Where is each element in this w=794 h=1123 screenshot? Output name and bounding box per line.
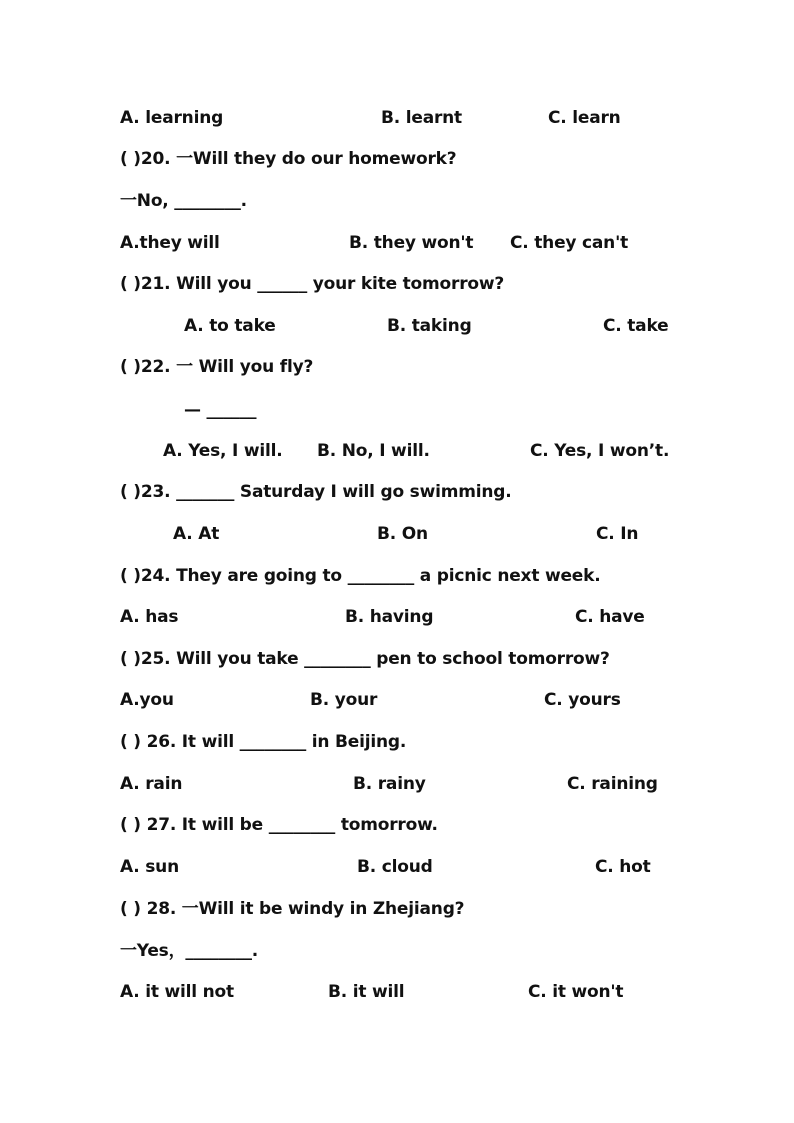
- option-a: A. has: [120, 607, 179, 627]
- option-b: B. they won't: [349, 233, 474, 253]
- question-22: ( )22. 一 Will you fly?: [120, 357, 314, 377]
- option-c: C. Yes, I won’t.: [530, 441, 670, 461]
- answer-line-22: — ______: [184, 400, 257, 420]
- question-26: ( ) 26. It will ________ in Beijing.: [120, 732, 407, 752]
- answer-line-28: 一Yes，________.: [120, 941, 259, 961]
- option-c: C. raining: [567, 774, 658, 794]
- question-23: ( )23. _______ Saturday I will go swimming.: [120, 482, 512, 502]
- answer-line-20: 一No, ________.: [120, 191, 247, 211]
- option-a: A.you: [120, 690, 174, 710]
- question-28: ( ) 28. 一Will it be windy in Zhejiang?: [120, 899, 465, 919]
- option-c: C. have: [575, 607, 645, 627]
- option-a: A. rain: [120, 774, 183, 794]
- option-a: A. Yes, I will.: [163, 441, 283, 461]
- question-20: ( )20. 一Will they do our homework?: [120, 149, 457, 169]
- option-c: C. yours: [544, 690, 621, 710]
- option-b: B. rainy: [353, 774, 426, 794]
- option-a: A. to take: [184, 316, 276, 336]
- option-c: C. hot: [595, 857, 651, 877]
- option-a: A. sun: [120, 857, 179, 877]
- option-a: A. it will not: [120, 982, 234, 1002]
- option-a: A. learning: [120, 108, 224, 128]
- option-c: C. take: [603, 316, 669, 336]
- option-a: A.they will: [120, 233, 220, 253]
- option-c: C. learn: [548, 108, 621, 128]
- option-b: B. learnt: [381, 108, 462, 128]
- option-c: C. In: [596, 524, 639, 544]
- option-a: A. At: [173, 524, 220, 544]
- option-c: C. they can't: [510, 233, 628, 253]
- question-27: ( ) 27. It will be ________ tomorrow.: [120, 815, 438, 835]
- option-b: B. On: [377, 524, 428, 544]
- question-21: ( )21. Will you ______ your kite tomorrow?: [120, 274, 505, 294]
- option-b: B. taking: [387, 316, 472, 336]
- question-24: ( )24. They are going to ________ a picnic next week.: [120, 566, 601, 586]
- question-25: ( )25. Will you take ________ pen to school tomorrow?: [120, 649, 610, 669]
- option-b: B. your: [310, 690, 378, 710]
- option-c: C. it won't: [528, 982, 624, 1002]
- option-b: B. No, I will.: [317, 441, 430, 461]
- option-b: B. it will: [328, 982, 405, 1002]
- option-b: B. having: [345, 607, 434, 627]
- option-b: B. cloud: [357, 857, 433, 877]
